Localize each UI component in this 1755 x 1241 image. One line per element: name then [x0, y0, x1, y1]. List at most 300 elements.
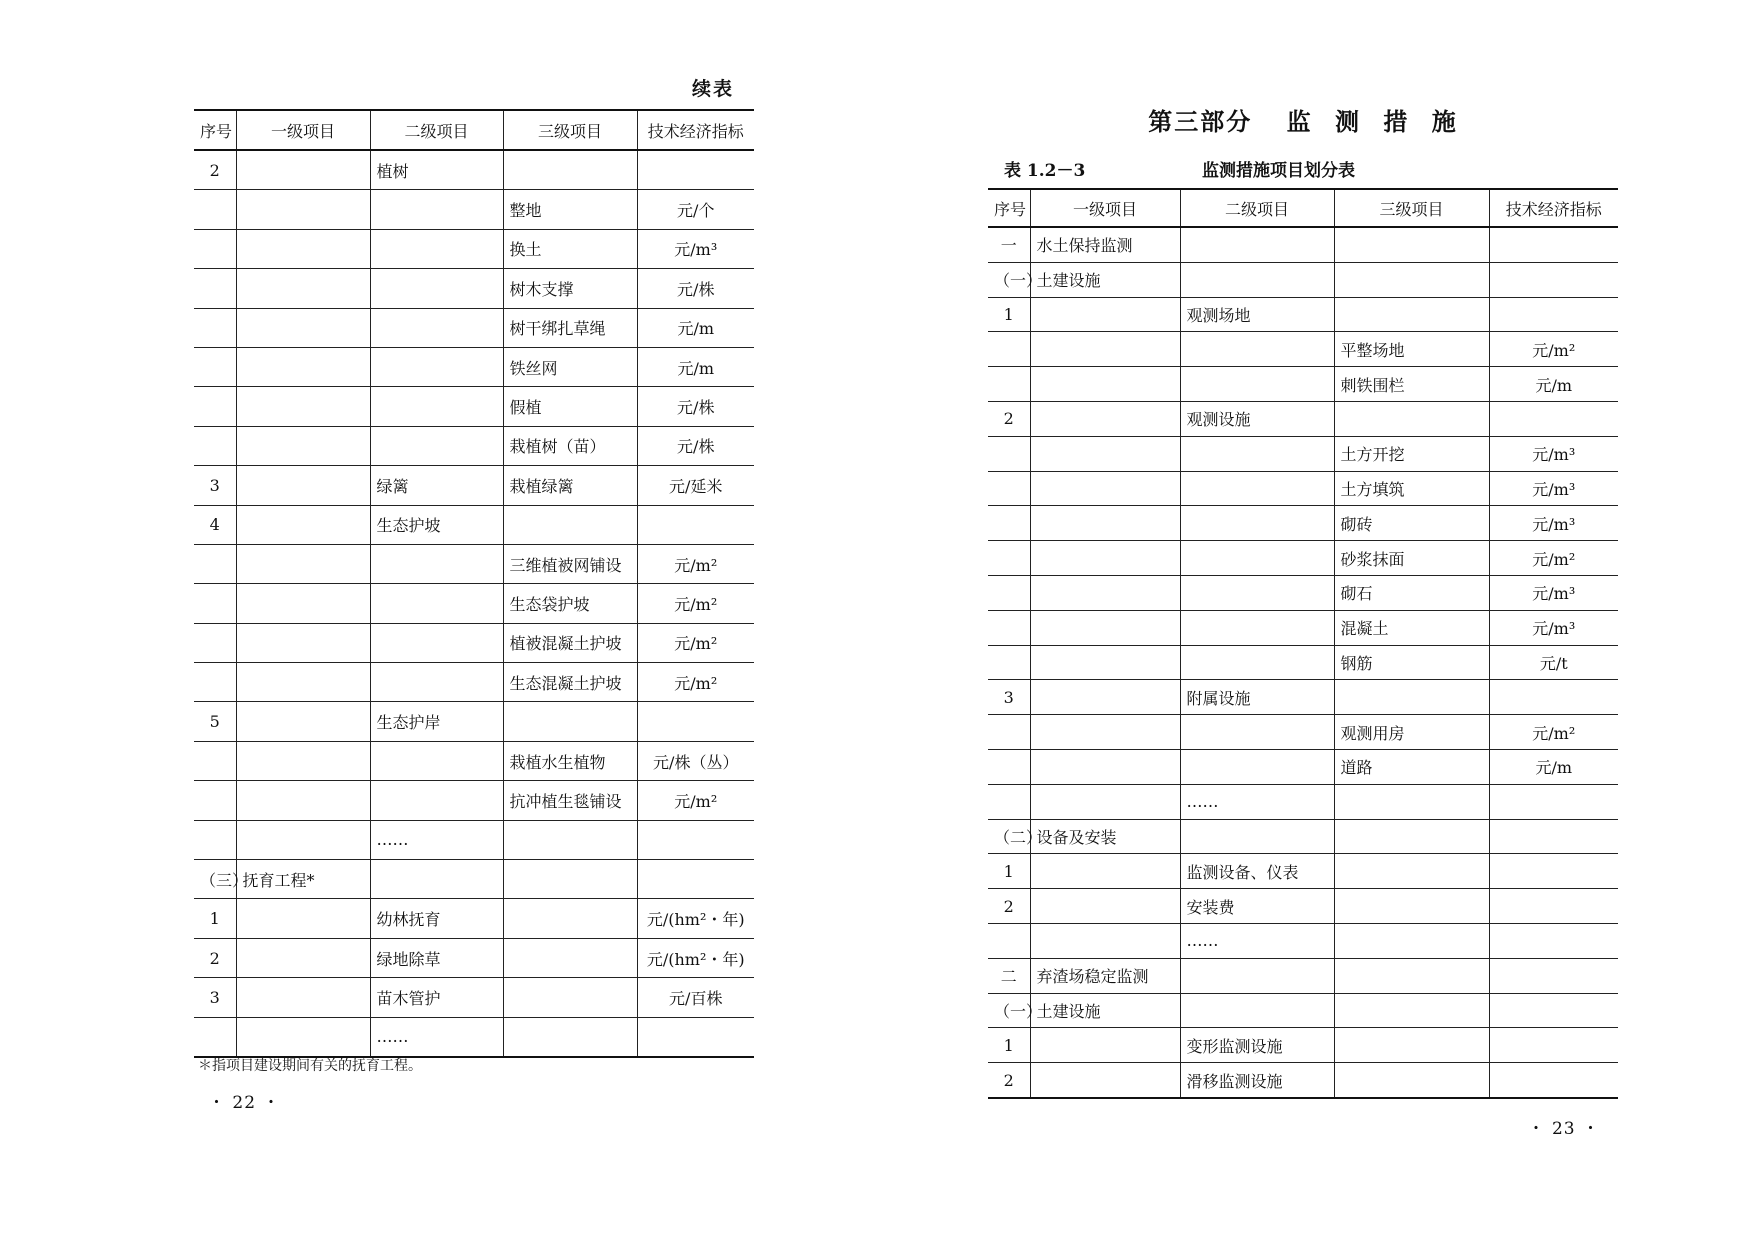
cell-indicator: 元/m³	[1489, 506, 1618, 541]
header-level2: 二级项目	[370, 110, 503, 150]
cell-level1	[236, 978, 370, 1017]
cell-level3	[1334, 1063, 1489, 1098]
cell-seq	[988, 367, 1030, 402]
cell-level1	[236, 466, 370, 505]
table-row	[988, 610, 1618, 645]
cell-seq: 2	[988, 889, 1030, 924]
cell-level3: 砌石	[1334, 575, 1489, 610]
cell-level1	[1030, 401, 1180, 436]
cell-seq	[194, 781, 236, 820]
table-row	[194, 978, 754, 1017]
table-row	[194, 1017, 754, 1057]
cell-level2	[1180, 575, 1334, 610]
cell-level3: 栽植树（苗）	[503, 426, 637, 465]
cell-level3: 树干绑扎草绳	[503, 308, 637, 347]
cell-seq	[988, 749, 1030, 784]
cell-indicator	[1489, 680, 1618, 715]
cell-level2: 观测场地	[1180, 297, 1334, 332]
cell-level1	[236, 347, 370, 386]
cell-indicator: 元/m²	[637, 781, 754, 820]
cell-level1	[236, 387, 370, 426]
cell-indicator: 元/延米	[637, 466, 754, 505]
table-row	[988, 854, 1618, 889]
cell-seq	[988, 332, 1030, 367]
cell-level1: 抚育工程*	[236, 860, 370, 899]
cell-level2: 观测设施	[1180, 401, 1334, 436]
left-table-header	[194, 110, 754, 150]
header-indicator: 技术经济指标	[1489, 189, 1618, 227]
cell-level2: 植树	[370, 150, 503, 190]
cell-level3	[1334, 819, 1489, 854]
cell-indicator	[1489, 958, 1618, 993]
table-id: 表 1.2－3	[1004, 161, 1086, 181]
cell-indicator: 元/m³	[1489, 471, 1618, 506]
cell-level2	[370, 269, 503, 308]
cell-level1	[1030, 923, 1180, 958]
cell-seq	[988, 506, 1030, 541]
cell-level1	[236, 1017, 370, 1057]
cell-seq: 2	[194, 150, 236, 190]
continuation-label: 续表	[691, 78, 734, 100]
table-row	[988, 506, 1618, 541]
cell-seq	[194, 347, 236, 386]
cell-level1	[236, 938, 370, 977]
cell-seq: 3	[194, 978, 236, 1017]
cell-seq	[194, 426, 236, 465]
cell-level3	[1334, 784, 1489, 819]
table-row	[194, 899, 754, 938]
cell-level1	[236, 229, 370, 268]
table-row	[988, 367, 1618, 402]
table-row	[194, 426, 754, 465]
table-row	[194, 623, 754, 662]
left-page	[194, 70, 754, 1130]
cell-level2: ……	[370, 820, 503, 859]
cell-level3: 砌砖	[1334, 506, 1489, 541]
cell-level1: 土建设施	[1030, 262, 1180, 297]
cell-level1	[236, 190, 370, 229]
cell-level3	[503, 1017, 637, 1057]
cell-seq: 二	[988, 958, 1030, 993]
header-level1: 一级项目	[236, 110, 370, 150]
cell-level2	[370, 584, 503, 623]
cell-level2: 绿地除草	[370, 938, 503, 977]
footnote: ＊指项目建设期间有关的抚育工程。	[198, 1058, 422, 1074]
cell-level1	[236, 308, 370, 347]
cell-level3: 栽植水生植物	[503, 741, 637, 780]
cell-level3	[1334, 297, 1489, 332]
cell-seq	[988, 436, 1030, 471]
cell-seq	[988, 610, 1030, 645]
table-row	[988, 575, 1618, 610]
cell-indicator	[1489, 889, 1618, 924]
cell-level1	[1030, 715, 1180, 750]
cell-seq	[988, 645, 1030, 680]
cell-level2	[1180, 993, 1334, 1028]
table-row	[988, 297, 1618, 332]
cell-level3: 抗冲植生毯铺设	[503, 781, 637, 820]
cell-seq: 1	[988, 297, 1030, 332]
cell-indicator: 元/株	[637, 426, 754, 465]
table-row	[988, 819, 1618, 854]
cell-indicator	[1489, 819, 1618, 854]
table-row	[194, 820, 754, 859]
cell-indicator: 元/百株	[637, 978, 754, 1017]
cell-indicator: 元/m³	[1489, 575, 1618, 610]
table-row	[194, 229, 754, 268]
cell-seq: 2	[988, 401, 1030, 436]
cell-level2	[370, 190, 503, 229]
cell-level3: 观测用房	[1334, 715, 1489, 750]
cell-indicator: 元/m³	[1489, 436, 1618, 471]
cell-level2: 幼林抚育	[370, 899, 503, 938]
table-row	[988, 645, 1618, 680]
cell-level3: 整地	[503, 190, 637, 229]
cell-level2	[370, 860, 503, 899]
cell-indicator: 元/m²	[1489, 541, 1618, 576]
cell-seq	[988, 541, 1030, 576]
cell-indicator	[1489, 1028, 1618, 1063]
table-row	[988, 541, 1618, 576]
cell-seq	[194, 544, 236, 583]
section-title-word: 施	[1431, 107, 1458, 136]
cell-level3	[1334, 854, 1489, 889]
cell-level3	[1334, 993, 1489, 1028]
cell-level1	[1030, 471, 1180, 506]
table-row	[194, 466, 754, 505]
cell-level3: 钢筋	[1334, 645, 1489, 680]
cell-seq	[988, 575, 1030, 610]
cell-indicator: 元/株（丛）	[637, 741, 754, 780]
cell-level2	[370, 308, 503, 347]
cell-seq: 1	[988, 1028, 1030, 1063]
header-level3: 三级项目	[503, 110, 637, 150]
cell-level1	[236, 741, 370, 780]
cell-level2	[1180, 471, 1334, 506]
cell-indicator	[1489, 923, 1618, 958]
left-table	[194, 109, 754, 1058]
cell-level2: 绿篱	[370, 466, 503, 505]
cell-level1	[1030, 297, 1180, 332]
cell-level2	[1180, 749, 1334, 784]
left-table-body	[194, 150, 754, 1057]
cell-level2	[370, 623, 503, 662]
cell-level2	[370, 544, 503, 583]
header-seq: 序号	[194, 110, 236, 150]
cell-level2	[370, 781, 503, 820]
cell-level3	[503, 150, 637, 190]
table-row	[194, 938, 754, 977]
cell-indicator	[637, 1017, 754, 1057]
cell-seq	[194, 308, 236, 347]
cell-level1	[1030, 749, 1180, 784]
table-row	[988, 784, 1618, 819]
cell-indicator	[1489, 227, 1618, 262]
cell-indicator	[637, 150, 754, 190]
table-row	[988, 923, 1618, 958]
cell-level3	[503, 978, 637, 1017]
cell-level3: 土方填筑	[1334, 471, 1489, 506]
table-row	[988, 401, 1618, 436]
cell-level2	[370, 387, 503, 426]
cell-indicator: 元/(hm²・年)	[637, 938, 754, 977]
cell-level2	[1180, 715, 1334, 750]
section-title-word: 措	[1383, 107, 1410, 136]
cell-level2	[370, 663, 503, 702]
cell-seq	[194, 1017, 236, 1057]
cell-level3	[503, 899, 637, 938]
cell-level1	[1030, 506, 1180, 541]
cell-indicator: 元/m³	[1489, 610, 1618, 645]
cell-indicator: 元/株	[637, 387, 754, 426]
cell-seq: 一	[988, 227, 1030, 262]
cell-indicator	[1489, 993, 1618, 1028]
cell-level3	[1334, 227, 1489, 262]
table-row	[194, 387, 754, 426]
cell-level2	[1180, 227, 1334, 262]
cell-level2	[1180, 645, 1334, 680]
cell-seq: （一）	[988, 993, 1030, 1028]
cell-level2	[370, 347, 503, 386]
cell-level2: 变形监测设施	[1180, 1028, 1334, 1063]
table-name: 监测措施项目划分表	[1202, 161, 1355, 181]
cell-level1	[1030, 332, 1180, 367]
cell-level2: 滑移监测设施	[1180, 1063, 1334, 1098]
cell-indicator: 元/m²	[637, 544, 754, 583]
table-row	[988, 1063, 1618, 1098]
right-table-body	[988, 227, 1618, 1098]
right-table-header	[988, 189, 1618, 227]
cell-seq: （三）	[194, 860, 236, 899]
table-row	[194, 663, 754, 702]
cell-indicator	[1489, 854, 1618, 889]
cell-level2	[370, 229, 503, 268]
cell-level1	[236, 269, 370, 308]
cell-level1	[1030, 1028, 1180, 1063]
cell-level3	[503, 820, 637, 859]
cell-level2	[1180, 436, 1334, 471]
cell-level1	[236, 702, 370, 741]
cell-level2: 生态护坡	[370, 505, 503, 544]
cell-level3: 混凝土	[1334, 610, 1489, 645]
table-row	[988, 958, 1618, 993]
table-row	[988, 889, 1618, 924]
table-row	[988, 1028, 1618, 1063]
cell-level1	[236, 544, 370, 583]
cell-seq: 2	[194, 938, 236, 977]
cell-level3	[503, 860, 637, 899]
cell-level1	[236, 899, 370, 938]
header-level3: 三级项目	[1334, 189, 1489, 227]
cell-level3: 土方开挖	[1334, 436, 1489, 471]
cell-level1	[1030, 889, 1180, 924]
cell-seq: （一）	[988, 262, 1030, 297]
table-row	[194, 741, 754, 780]
cell-level3: 生态混凝土护坡	[503, 663, 637, 702]
cell-level2	[1180, 332, 1334, 367]
page-number: ・ 23 ・	[1527, 1119, 1600, 1139]
cell-level1: 弃渣场稳定监测	[1030, 958, 1180, 993]
table-row	[194, 702, 754, 741]
cell-level2	[370, 426, 503, 465]
cell-indicator: 元/m³	[637, 229, 754, 268]
cell-indicator: 元/m	[1489, 367, 1618, 402]
cell-level2: 苗木管护	[370, 978, 503, 1017]
table-row	[194, 190, 754, 229]
cell-indicator: 元/m	[637, 308, 754, 347]
cell-level3: 植被混凝土护坡	[503, 623, 637, 662]
cell-indicator: 元/m²	[1489, 715, 1618, 750]
table-row	[988, 715, 1618, 750]
cell-level1	[236, 781, 370, 820]
cell-indicator: 元/株	[637, 269, 754, 308]
section-title-word: 测	[1335, 107, 1361, 136]
cell-level2	[1180, 541, 1334, 576]
cell-level1: 土建设施	[1030, 993, 1180, 1028]
cell-level1	[236, 150, 370, 190]
cell-indicator	[1489, 297, 1618, 332]
cell-seq	[988, 471, 1030, 506]
cell-level3: 三维植被网铺设	[503, 544, 637, 583]
right-table	[988, 188, 1618, 1099]
cell-level2: 生态护岸	[370, 702, 503, 741]
cell-level2	[1180, 958, 1334, 993]
cell-indicator	[637, 860, 754, 899]
cell-level3: 树木支撑	[503, 269, 637, 308]
cell-indicator	[637, 820, 754, 859]
cell-indicator	[637, 505, 754, 544]
cell-level3: 换土	[503, 229, 637, 268]
table-row	[988, 262, 1618, 297]
cell-seq	[194, 820, 236, 859]
cell-level3	[1334, 958, 1489, 993]
table-row	[194, 308, 754, 347]
cell-level3: 铁丝网	[503, 347, 637, 386]
cell-level3: 栽植绿篱	[503, 466, 637, 505]
header-seq: 序号	[988, 189, 1030, 227]
cell-seq: （二）	[988, 819, 1030, 854]
table-row	[194, 347, 754, 386]
page-number: ・ 22 ・	[208, 1093, 281, 1113]
cell-level3: 假植	[503, 387, 637, 426]
table-row	[988, 749, 1618, 784]
cell-level1: 水土保持监测	[1030, 227, 1180, 262]
cell-level2: 监测设备、仪表	[1180, 854, 1334, 889]
cell-indicator: 元/t	[1489, 645, 1618, 680]
cell-indicator: 元/m	[1489, 749, 1618, 784]
table-row	[988, 993, 1618, 1028]
cell-seq	[988, 715, 1030, 750]
cell-level2: ……	[1180, 923, 1334, 958]
table-row	[988, 436, 1618, 471]
cell-level2: ……	[1180, 784, 1334, 819]
cell-indicator	[1489, 262, 1618, 297]
table-row	[988, 680, 1618, 715]
cell-level1	[1030, 541, 1180, 576]
cell-level1	[236, 663, 370, 702]
table-row	[194, 584, 754, 623]
cell-level1	[1030, 367, 1180, 402]
cell-level1: 设备及安装	[1030, 819, 1180, 854]
cell-level1	[236, 505, 370, 544]
cell-seq: 3	[194, 466, 236, 505]
cell-level1	[1030, 1063, 1180, 1098]
cell-seq	[194, 584, 236, 623]
cell-level1	[1030, 645, 1180, 680]
cell-seq: 3	[988, 680, 1030, 715]
cell-level3	[1334, 923, 1489, 958]
cell-level1	[236, 820, 370, 859]
cell-seq: 2	[988, 1063, 1030, 1098]
cell-level3	[503, 938, 637, 977]
cell-seq: 4	[194, 505, 236, 544]
cell-seq	[194, 663, 236, 702]
table-row	[194, 505, 754, 544]
cell-level3	[1334, 401, 1489, 436]
cell-level2	[370, 741, 503, 780]
cell-indicator	[1489, 401, 1618, 436]
cell-seq	[194, 387, 236, 426]
table-row	[194, 860, 754, 899]
cell-level3	[1334, 1028, 1489, 1063]
right-page	[988, 92, 1618, 1152]
cell-level3	[503, 702, 637, 741]
cell-level1	[236, 623, 370, 662]
cell-level2	[1180, 262, 1334, 297]
cell-level1	[1030, 575, 1180, 610]
cell-level3	[503, 505, 637, 544]
header-level2: 二级项目	[1180, 189, 1334, 227]
cell-indicator	[637, 702, 754, 741]
cell-indicator	[1489, 1063, 1618, 1098]
cell-level2	[1180, 819, 1334, 854]
cell-level1	[1030, 610, 1180, 645]
cell-level1	[1030, 680, 1180, 715]
cell-level3: 生态袋护坡	[503, 584, 637, 623]
cell-indicator: 元/m²	[1489, 332, 1618, 367]
header-level1: 一级项目	[1030, 189, 1180, 227]
cell-level1	[236, 584, 370, 623]
table-row	[194, 269, 754, 308]
cell-level2: 安装费	[1180, 889, 1334, 924]
cell-level3: 刺铁围栏	[1334, 367, 1489, 402]
table-row	[194, 781, 754, 820]
cell-level3	[1334, 262, 1489, 297]
cell-indicator: 元/m²	[637, 663, 754, 702]
cell-level2	[1180, 367, 1334, 402]
cell-level3: 砂浆抹面	[1334, 541, 1489, 576]
cell-level2	[1180, 506, 1334, 541]
cell-seq	[194, 229, 236, 268]
cell-level3: 道路	[1334, 749, 1489, 784]
cell-seq	[194, 623, 236, 662]
table-row	[194, 150, 754, 190]
cell-level2: 附属设施	[1180, 680, 1334, 715]
table-row	[988, 471, 1618, 506]
cell-level2	[1180, 610, 1334, 645]
section-title-part: 第三部分	[1148, 107, 1253, 136]
cell-level1	[1030, 784, 1180, 819]
cell-level3: 平整场地	[1334, 332, 1489, 367]
cell-level1	[1030, 436, 1180, 471]
cell-level3	[1334, 889, 1489, 924]
header-indicator: 技术经济指标	[637, 110, 754, 150]
cell-level1	[1030, 854, 1180, 889]
cell-indicator	[1489, 784, 1618, 819]
section-title-word: 监	[1286, 107, 1313, 136]
cell-seq: 1	[988, 854, 1030, 889]
table-row	[194, 544, 754, 583]
